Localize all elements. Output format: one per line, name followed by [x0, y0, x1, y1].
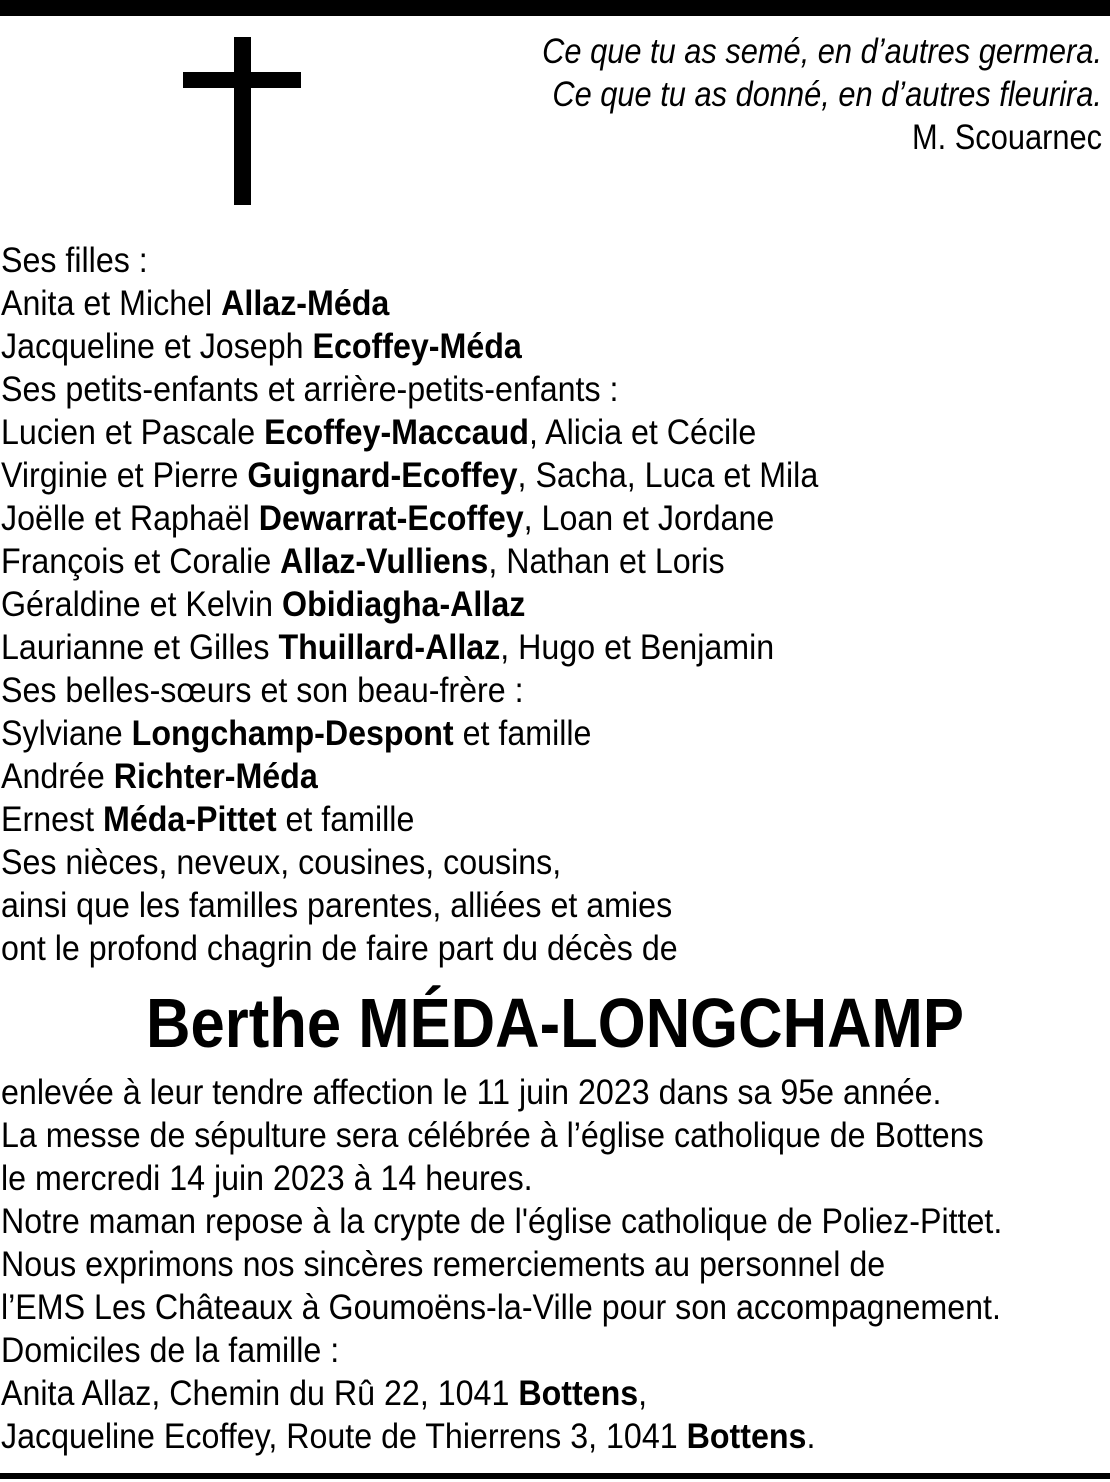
domiciles-heading: Domiciles de la famille : — [1, 1331, 340, 1370]
cross-icon — [183, 37, 301, 205]
children-names: , Nathan et Loris — [488, 542, 725, 581]
epigraph-author: M. Scouarnec — [911, 118, 1102, 157]
sibling-in-law — [1, 755, 1087, 798]
thanks-line: l’EMS Les Châteaux à Goumoëns-la-Ville pour son accompagnement. — [1, 1288, 1001, 1327]
given-names: Lucien et Pascale — [1, 413, 265, 452]
family-name: Ecoffey-Méda — [312, 327, 522, 366]
grandchildren-heading: Ses petits-enfants et arrière-petits-enfants : — [1, 370, 619, 409]
given-names: Ernest — [1, 800, 104, 839]
family-name: Méda-Pittet — [103, 800, 277, 839]
cross-crossbar — [183, 72, 301, 88]
family-suffix: et famille — [453, 714, 592, 753]
given-names: Joëlle et Raphaël — [1, 499, 259, 538]
family-name: Longchamp-Despont — [131, 714, 454, 753]
top-rule — [0, 0, 1110, 16]
daughters-heading: Ses filles : — [1, 241, 148, 280]
given-names: Jacqueline et Joseph — [1, 327, 313, 366]
extended-family-line: ainsi que les familles parentes, alliées et amies — [1, 886, 673, 925]
address-town: Bottens — [518, 1374, 639, 1413]
epigraph-line: Ce que tu as semé, en d’autres germera. — [542, 32, 1102, 71]
given-names: Virginie et Pierre — [1, 456, 248, 495]
extended-family-line: Ses nièces, neveux, cousines, cousins, — [1, 843, 562, 882]
cross-upright — [234, 37, 251, 205]
daughter-couple — [1, 282, 1087, 325]
children-names: , Hugo et Benjamin — [500, 628, 775, 667]
funeral-details — [1, 1071, 1087, 1458]
grandchild-family — [1, 411, 1087, 454]
given-names: Laurianne et Gilles — [1, 628, 279, 667]
given-names: Andrée — [1, 757, 114, 796]
family-name: Thuillard-Allaz — [278, 628, 501, 667]
given-names: Géraldine et Kelvin — [1, 585, 283, 624]
sibling-in-law — [1, 798, 1087, 841]
death-notice-line: enlevée à leur tendre affection le 11 juin 2023 dans sa 95e année. — [1, 1073, 942, 1112]
address-town: Bottens — [686, 1417, 807, 1456]
address-text: Anita Allaz, Chemin du Rû 22, 1041 — [1, 1374, 519, 1413]
children-names: , Alicia et Cécile — [528, 413, 757, 452]
grandchild-family — [1, 583, 1087, 626]
thanks-line: Nous exprimons nos sincères remerciements au personnel de — [1, 1245, 886, 1284]
grandchild-family — [1, 497, 1087, 540]
daughter-couple — [1, 325, 1087, 368]
family-name: Dewarrat-Ecoffey — [258, 499, 524, 538]
epigraph — [468, 30, 1102, 159]
sibling-in-law — [1, 712, 1087, 755]
family-name: Guignard-Ecoffey — [247, 456, 518, 495]
address-punctuation: . — [806, 1417, 816, 1456]
family-name: Ecoffey-Maccaud — [264, 413, 529, 452]
announcement-sentence: ont le profond chagrin de faire part du décès de — [1, 929, 678, 968]
family-name: Richter-Méda — [113, 757, 318, 796]
funeral-date-line: le mercredi 14 juin 2023 à 14 heures. — [1, 1159, 533, 1198]
siblings-in-law-heading: Ses belles-sœurs et son beau-frère : — [1, 671, 524, 710]
family-name: Obidiagha-Allaz — [282, 585, 526, 624]
resting-place-line: Notre maman repose à la crypte de l'église catholique de Poliez-Pittet. — [1, 1202, 1003, 1241]
given-names: Anita et Michel — [1, 284, 222, 323]
given-names: Sylviane — [1, 714, 132, 753]
family-suffix: et famille — [276, 800, 415, 839]
family-announcement — [1, 239, 1087, 970]
domicile-address — [1, 1372, 1087, 1415]
grandchild-family — [1, 454, 1087, 497]
given-names: François et Coralie — [1, 542, 281, 581]
epigraph-line: Ce que tu as donné, en d’autres fleurira. — [552, 75, 1102, 114]
children-names: , Loan et Jordane — [523, 499, 775, 538]
children-names: , Sacha, Luca et Mila — [517, 456, 819, 495]
family-name: Allaz-Vulliens — [280, 542, 489, 581]
address-text: Jacqueline Ecoffey, Route de Thierrens 3, 1041 — [1, 1417, 687, 1456]
family-name: Allaz-Méda — [221, 284, 390, 323]
funeral-mass-line: La messe de sépulture sera célébrée à l’église catholique de Bottens — [1, 1116, 984, 1155]
grandchild-family — [1, 626, 1087, 669]
address-punctuation: , — [638, 1374, 648, 1413]
deceased-name: Berthe MÉDA-LONGCHAMP — [146, 984, 964, 1062]
bottom-rule — [0, 1473, 1110, 1479]
domicile-address — [1, 1415, 1087, 1458]
grandchild-family — [1, 540, 1087, 583]
